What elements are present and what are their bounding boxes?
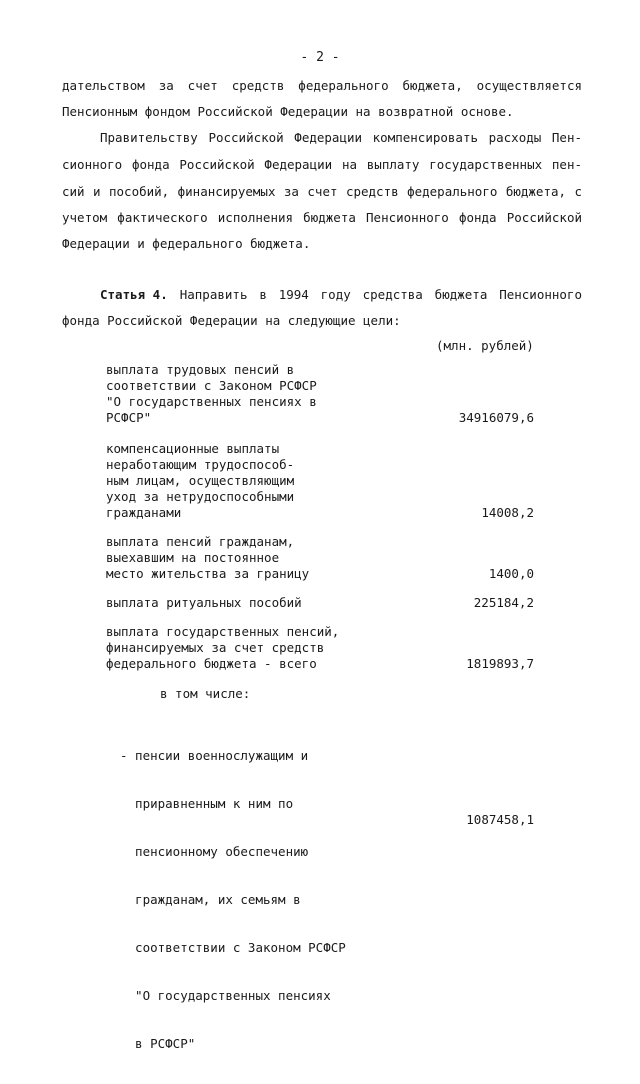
subitem-line: в РСФСР" [120,1036,196,1051]
item-kompensatsionnye-vyplaty [106,441,294,521]
item-gosudarstvennye-pensii [106,624,339,672]
item-value: 225184,2 [473,595,534,610]
item-value: 34916079,6 [458,410,534,425]
item-line: ным лицам, осуществляющим [106,473,295,488]
item-line: место жительства за границу [106,566,310,581]
item-line: неработающим трудоспособ- [106,457,295,472]
article-line-2: фонда Российской Федерации на следующие цели: [62,313,401,328]
item-value: 1400,0 [488,566,534,581]
item-line: компенсационные выплаты [106,441,280,456]
para2-line-1: Правительству Российской Федерации компенсировать расходы Пен- [100,130,582,145]
subitem-pensii-voennosluzhashchim [120,716,346,1084]
item-line: выплата трудовых пенсий в [106,362,295,377]
article-text-first: Направить в 1994 году средства бюджета Пенсионного [179,287,582,302]
subitem-line: "О государственных пенсиях [120,988,331,1003]
item-line: РСФСР" [106,410,152,425]
item-line: выплата государственных пенсий, [106,624,340,639]
units-label: (млн. рублей) [436,338,534,353]
intro-line-1: дательством за счет средств федерального бюджета, осуществляется [62,78,582,93]
item-line: соответствии с Законом РСФСР [106,378,317,393]
article-line-1 [100,287,582,302]
para2-line-4: учетом фактического исполнения бюджета Пенсионного фонда Российской [62,210,582,225]
including-label: в том числе: [160,686,251,701]
subitem-line: гражданам, их семьям в [120,892,301,907]
item-value: 1819893,7 [466,656,534,671]
page-number: - 2 - [300,50,340,65]
para2-line-3: сий и пособий, финансируемых за счет средств федерального бюджета, с [62,184,582,199]
subitem-line: соответствии с Законом РСФСР [120,940,346,955]
para2-line-2: сионного фонда Российской Федерации на выплату государственных пен- [62,157,582,172]
intro-line-2: Пенсионным фондом Российской Федерации на возвратной основе. [62,104,514,119]
item-line: федерального бюджета - всего [106,656,317,671]
item-line: выехавшим на постоянное [106,550,280,565]
item-value: 14008,2 [481,505,534,520]
item-line: выплата ритуальных пособий [106,595,302,610]
article-heading: Статья 4. [100,287,168,302]
para2-line-5: Федерации и федерального бюджета. [62,236,311,251]
item-line: финансируемых за счет средств [106,640,325,655]
subitem-value: 1087458,1 [466,812,534,827]
item-ritualnye-posobiya [106,595,302,611]
item-pensii-za-granitsu [106,534,309,582]
subitem-line: пенсионному обеспечению [120,844,309,859]
item-line: выплата пенсий гражданам, [106,534,295,549]
subitem-line: - пенсии военнослужащим и [120,748,309,763]
item-line: "О государственных пенсиях в [106,394,317,409]
item-trudovye-pensii [106,362,317,426]
item-line: уход за нетрудоспособными [106,489,295,504]
subitem-line: приравненным к ним по [120,796,294,811]
item-line: гражданами [106,505,182,520]
